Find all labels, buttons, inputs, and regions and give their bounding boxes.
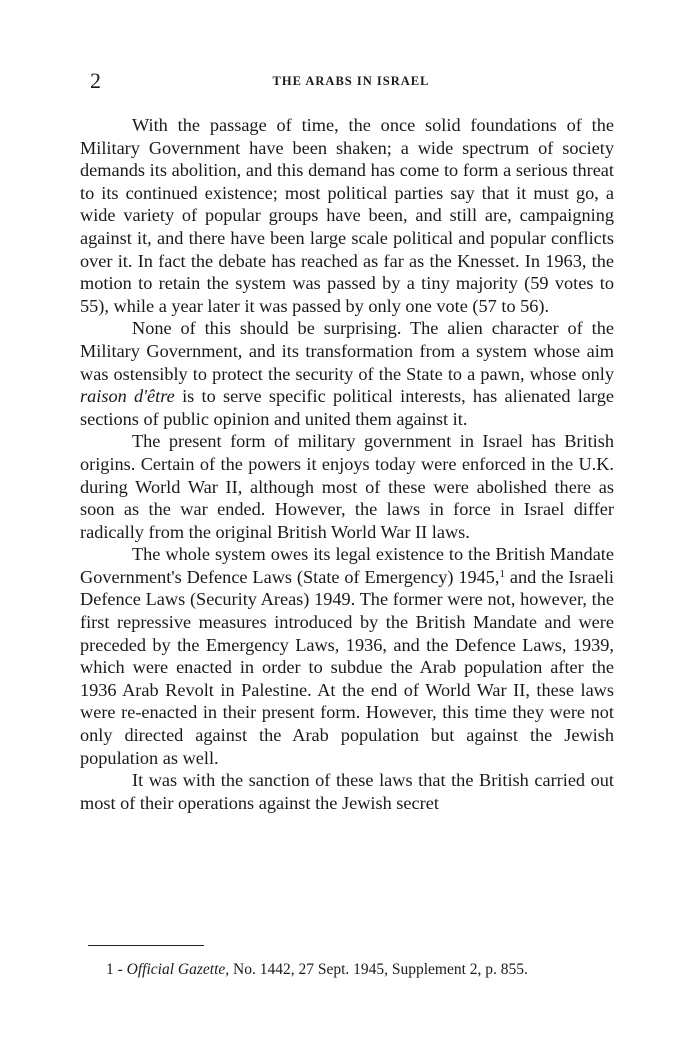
paragraph-text: The present form of military government in Israel has British origins. Certain of the powers it enjoys today were enforced in the U.K. during World War II, although most of these were abolished there as soon as the war ended. However, the laws in force in Israel differ radically from the original British World War II laws.: [80, 431, 614, 542]
footnote-source-title: Official Gazette,: [126, 961, 230, 978]
footnote-text: No. 1442, 27 Sept. 1945, Supplement 2, p. 855.: [229, 961, 528, 978]
italic-phrase: raison d'être: [80, 386, 175, 407]
paragraph-text: and the Israeli Defence Laws (Security Areas) 1949. The former were not, however, the first repressive measures introduced by the British Mandate and were preceded by the Emergency Laws, 1936, and the Defence Laws, 1939, which were enacted in order to subdue the Arab population after the 1936 Arab Revolt in Palestine. At the end of World War II, these laws were re-enacted in their present form. However, this time they were not only directed against the Arab population but against the Jewish population as well.: [80, 566, 614, 768]
paragraph-text: With the passage of time, the once solid foundations of the Military Government have been shaken; a wide spectrum of society demands its abolition, and this demand has come to form a serious threat to its continued existence; most political parties say that it must go, a wide variety of popular groups have been, and still are, campaigning against it, and there have been large scale political and popular conflicts over it. In fact the debate has reached as far as the Knesset. In 1963, the motion to retain the system was passed by a tiny majority (59 votes to 55), while a year later it was passed by only one vote (57 to 56).: [80, 115, 614, 316]
running-head: THE ARABS IN ISRAEL: [272, 74, 430, 88]
footnote-reference: 1: [499, 567, 505, 580]
paragraph: [80, 430, 614, 543]
footnote: [106, 960, 616, 980]
paragraph-text: is to serve specific political interests, has alienated large sections of public opinion and united them against it.: [80, 386, 614, 429]
paragraph: [80, 317, 614, 430]
page-header: [90, 68, 612, 92]
paragraph: [80, 769, 614, 814]
page-number: 2: [90, 68, 101, 93]
paragraph-text: It was with the sanction of these laws that the British carried out most of their operations against the Jewish secret: [80, 770, 614, 813]
footnote-marker: 1 -: [106, 961, 123, 978]
body-text: [80, 114, 614, 814]
paragraph: [80, 543, 614, 769]
paragraph: [80, 114, 614, 317]
footnote-divider: [88, 945, 204, 946]
paragraph-text: The whole system owes its legal existence to the British Mandate Government's Defence Laws (State of Emergency) 1945,: [80, 544, 614, 587]
paragraph-text: None of this should be surprising. The alien character of the Military Government, and its transformation from a system whose aim was ostensibly to protect the security of the State to a pawn, whose only: [80, 318, 614, 384]
